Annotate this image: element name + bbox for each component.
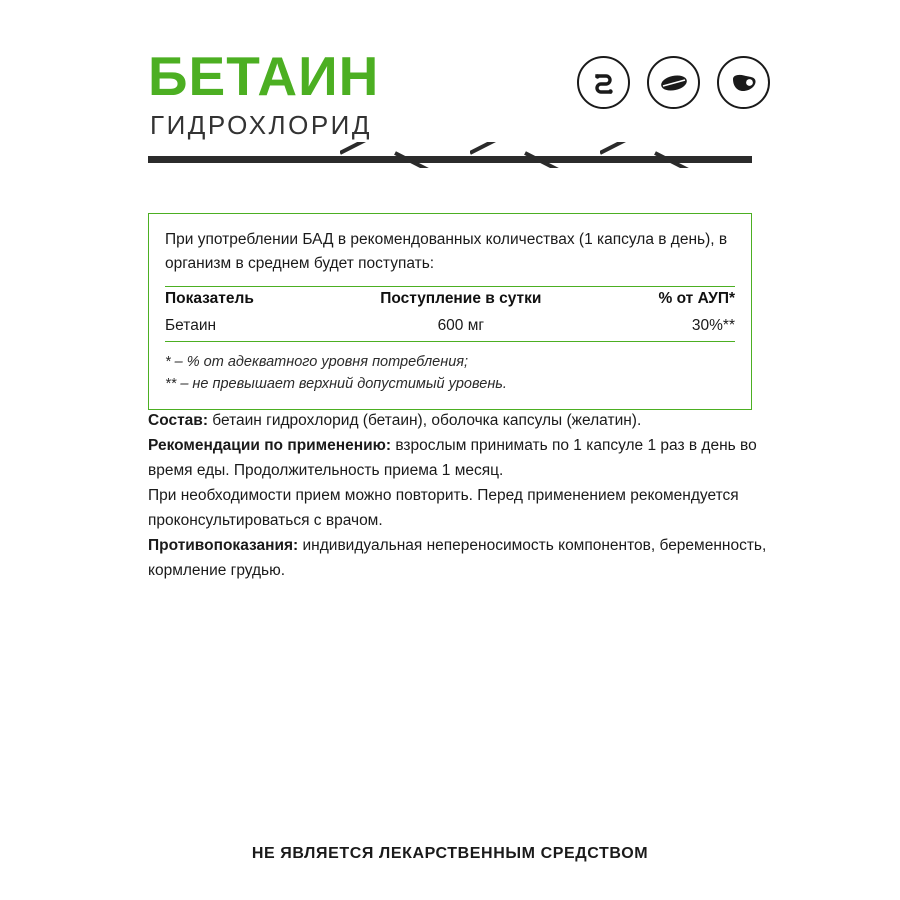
footnote-2: ** – не превышает верхний допустимый уровень. (165, 376, 507, 392)
table-header-row (165, 287, 735, 314)
description-block (148, 408, 768, 583)
cell-indicator-name: Бетаин (165, 313, 320, 342)
column-header-percent-aup: % от АУП* (601, 287, 735, 314)
footer-disclaimer: НЕ ЯВЛЯЕТСЯ ЛЕКАРСТВЕННЫМ СРЕДСТВОМ (251, 845, 649, 862)
page-subtitle: ГИДРОХЛОРИД (150, 110, 372, 140)
chevron-decoration (340, 142, 430, 168)
column-header-daily-intake: Поступление в сутки (320, 287, 601, 314)
nutrition-facts-panel (148, 213, 752, 410)
contraindications-text: индивидуальная непереносимость компонентов, беременность, кормление грудью. (148, 537, 767, 579)
usage-text: взрослым принимать по 1 капсуле 1 раз в день во время еды. Продолжительность приема 1 месяц. (148, 437, 757, 479)
chevron-decoration (470, 142, 560, 168)
page-title: БЕТАИН (148, 45, 380, 107)
nutrition-table (165, 286, 735, 342)
column-header-indicator: Показатель (165, 287, 320, 314)
header (0, 0, 900, 170)
chevron-decoration (600, 142, 690, 168)
cell-percent-aup: 30%** (601, 313, 735, 342)
extra-paragraph: При необходимости прием можно повторить. Перед применением рекомендуется проконсультироваться с врачом. (148, 487, 739, 529)
decorative-divider (0, 148, 900, 170)
liver-icon (717, 56, 770, 109)
nutrition-intro-text: При употреблении БАД в рекомендованных количествах (1 капсула в день), в организм в среднем будет поступать: (165, 231, 728, 272)
composition-text: бетаин гидрохлорид (бетаин), оболочка капсулы (желатин). (207, 412, 642, 429)
footnote-1: * – % от адекватного уровня потребления; (165, 354, 469, 370)
title-block (148, 45, 618, 140)
composition-paragraph (148, 408, 768, 433)
nutrition-footnotes (165, 351, 735, 395)
usage-label: Рекомендации по применению: (148, 437, 392, 454)
cell-daily-intake: 600 мг (320, 313, 601, 342)
contraindications-paragraph (148, 533, 768, 583)
table-row (165, 313, 735, 342)
leaf-icon (647, 56, 700, 109)
badge-row (577, 56, 770, 109)
composition-label: Состав: (148, 412, 208, 429)
usage-paragraph (148, 433, 768, 483)
contraindications-label: Противопоказания: (148, 537, 299, 554)
molecule-icon (577, 56, 630, 109)
